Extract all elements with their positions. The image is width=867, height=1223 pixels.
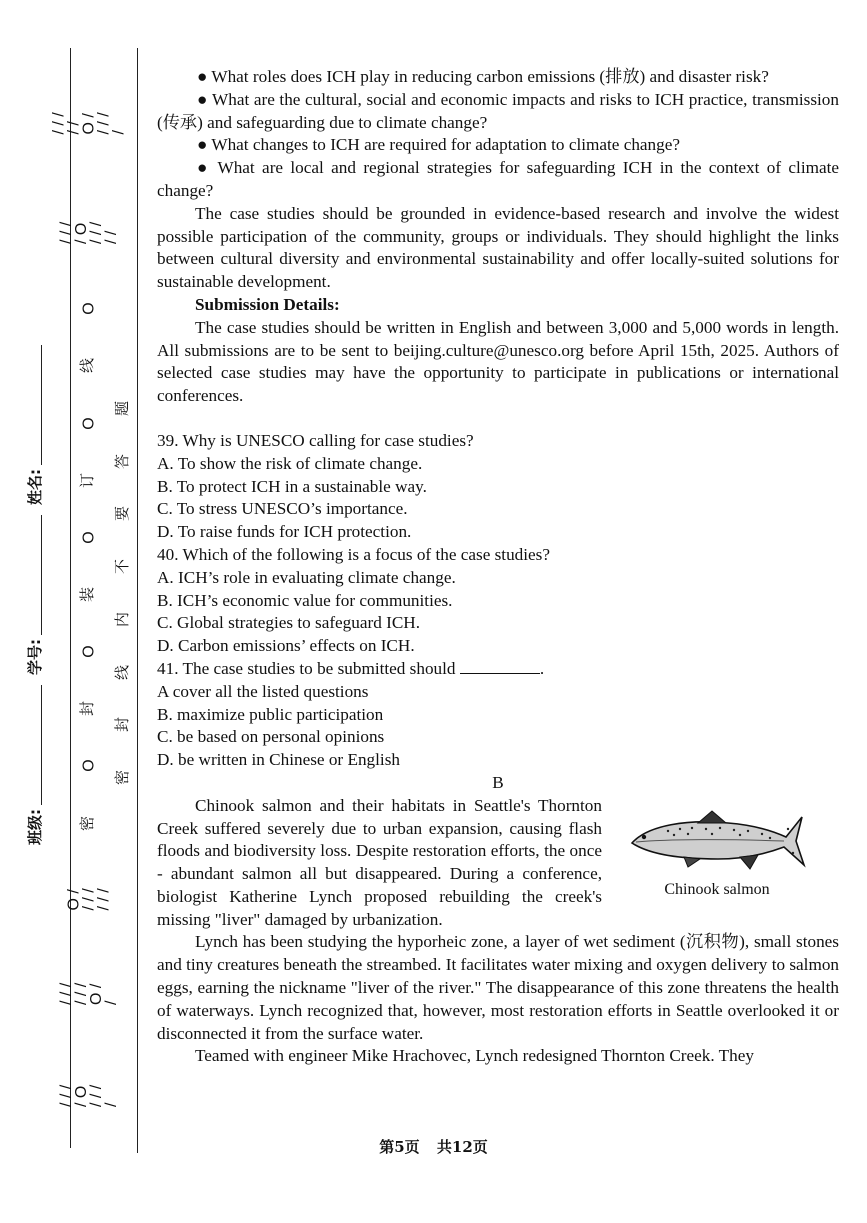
question-stem: 41. The case studies to be submitted should [157, 658, 456, 678]
student-info [24, 330, 60, 850]
warning-char: 线 [113, 664, 132, 680]
paragraph: Chinook salmon and their habitats in Seattle's Thornton Creek suffered severely due to urban expansion, causing flash floods and biodiversity loss. Despite restoration efforts, the once - abundant salmon all but disappeared. During a conference, biologist Katherine Lynch proposed rebuilding the creek's missing "liver" damaged by urbanization. [157, 795, 602, 929]
page-footer [0, 1136, 867, 1157]
seal-char: 密 [80, 815, 97, 831]
answer-option: B. ICH’s economic value for communities. [157, 590, 453, 610]
warning-char: 要 [113, 506, 132, 522]
passage-b-intro [157, 795, 839, 932]
seal-warning [111, 398, 133, 788]
warning-char: 封 [113, 717, 132, 733]
question-stem: 40. Which of the following is a focus of the case studies? [157, 544, 550, 564]
warning-char: 答 [113, 453, 132, 469]
question-39 [157, 430, 839, 544]
paragraph: The case studies should be written in English and between 3,000 and 5,000 words in length. All submissions are to be sent to beijing.culture@unesco.org before April 15th, 2025. Authors of selected case studies may have the opportunity to participate in publications or international conferences. [157, 317, 839, 406]
class-blank[interactable] [27, 685, 42, 805]
seal-char: 装 [80, 586, 97, 602]
warning-char: 题 [113, 400, 132, 417]
section-b-label: B [492, 772, 504, 792]
answer-option: A cover all the listed questions [157, 681, 369, 701]
seal-char: 订 [80, 472, 97, 488]
name-label: 姓名: [26, 469, 44, 505]
submission-heading: Submission Details: [195, 294, 340, 314]
bullet-item: ● What changes to ICH are required for adaptation to climate change? [197, 135, 680, 155]
bullet-item: ● What are the cultural, social and economic impacts and risks to ICH practice, transmission (传承) and safeguarding due to climate change? [157, 89, 839, 132]
binding-line-inner [137, 48, 138, 1153]
warning-char: 不 [113, 559, 132, 575]
warning-char: 密 [113, 769, 132, 785]
name-blank[interactable] [27, 345, 42, 465]
page-total: 共12页 [436, 1138, 488, 1156]
answer-option: D. To raise funds for ICH protection. [157, 522, 412, 542]
bullet-item: ● What are local and regional strategies for safeguarding ICH in the context of climate change? [157, 158, 839, 200]
answer-option: C. Global strategies to safeguard ICH. [157, 613, 420, 633]
answer-option: C. be based on personal opinions [157, 727, 385, 747]
answer-option: C. To stress UNESCO’s importance. [157, 499, 408, 519]
answer-option: B. To protect ICH in a sustainable way. [157, 476, 427, 496]
paragraph: Lynch has been studying the hyporheic zone, a layer of wet sediment (沉积物), small stones and tiny creatures beneath the streambed. It facilitates water mixing and oxygen delivery to salmon eggs, earning the nickname "liver of the river." The disappearance of this zone threatens the health of waterways. Lynch recognized that, however, most restoration efforts in Seattle overlooked it or disconnected it from the surface water. [157, 932, 840, 1043]
answer-option: D. Carbon emissions’ effects on ICH. [157, 636, 415, 656]
paragraph: Teamed with engineer Mike Hrachovec, Lynch redesigned Thornton Creek. They [195, 1046, 754, 1066]
question-stem-end: . [539, 658, 545, 678]
seal-cut-line: / / / / / O / / / / / / / / / O / / / / / O 线 O 订 O 装 O 封 O 密 O / / / / / / / / / / / / / O / / / / / / O / / / / [50, 112, 128, 1107]
question-40 [157, 544, 839, 658]
student-id-blank[interactable] [27, 515, 42, 635]
salmon-illustration [628, 809, 806, 871]
class-field[interactable] [24, 685, 45, 845]
answer-option: B. maximize public participation [157, 704, 384, 724]
answer-option: D. be written in Chinese or English [157, 750, 400, 770]
question-41 [157, 658, 839, 772]
salmon-figure [627, 809, 807, 902]
figure-caption: Chinook salmon [664, 880, 770, 898]
seal-char: 线 [80, 358, 97, 374]
paragraph: The case studies should be grounded in evidence-based research and involve the widest possible participation of the community, groups or individuals. They should highlight the links between cultural diversity and environmental sustainability and offer locally-suited solutions for sustainable development. [157, 203, 839, 292]
student-id-label: 学号: [26, 639, 44, 675]
question-stem: 39. Why is UNESCO calling for case studies? [157, 430, 474, 450]
name-field[interactable] [24, 345, 45, 505]
warning-char: 内 [113, 611, 132, 627]
page-content [157, 66, 839, 1068]
page-number: 第5页 [379, 1138, 420, 1156]
question-stem-row [157, 658, 839, 681]
answer-option: A. ICH’s role in evaluating climate change. [157, 567, 456, 587]
answer-blank[interactable] [460, 659, 540, 674]
bullet-item: ● What roles does ICH play in reducing carbon emissions (排放) and disaster risk? [197, 67, 769, 86]
class-label: 班级: [26, 809, 44, 845]
seal-char: 封 [80, 701, 97, 717]
student-id-field[interactable] [24, 515, 45, 675]
answer-option: A. To show the risk of climate change. [157, 453, 423, 473]
